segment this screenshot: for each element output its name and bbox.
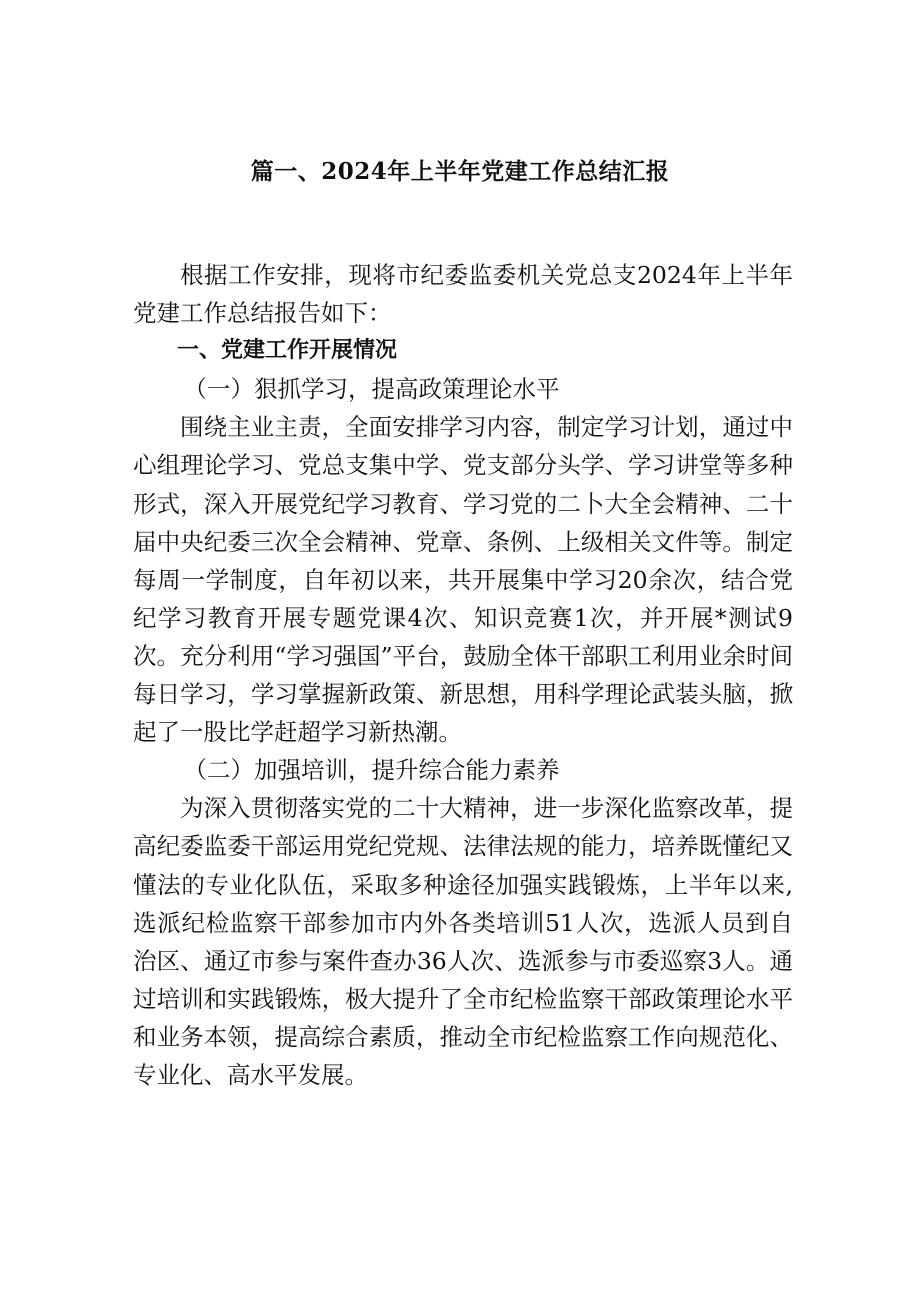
subsection-heading-2: （二）加强培训，提升综合能力素养 (183, 756, 560, 785)
document-title: 篇一、2024年上半年党建工作总结汇报 (250, 158, 670, 185)
subsection-paragraph-2: 为深入贯彻落实党的二十大精神，进一步深化监察改革，提高纪委监委干部运用党纪党规、法律法规的能力，培养既懂纪又懂法的专业化队伍，采取多种途径加强实践锻炼，上半年以来,选派纪检监察干部参加市内外各类培训51人次，选派人员到自治区、通辽市参与案件查办36人次、选派参与市委巡察3人。通过培训和实践锻炼，极大提升了全市纪检监察干部政策理论水平和业务本领，提高综合素质，推动全市纪检监察工作向规范化、专业化、高水平发展。 (133, 794, 793, 1089)
intro-paragraph: 根据工作安排，现将市纪委监委机关党总支2024年上半年党建工作总结报告如下： (133, 261, 793, 328)
document-body (133, 256, 793, 1094)
subsection-heading-1: （一）狠抓学习，提高政策理论水平 (183, 375, 560, 404)
section-heading-1: 一、党建工作开展情况 (177, 338, 398, 364)
subsection-paragraph-1: 围绕主业主责，全面安排学习内容，制定学习计划，通过中心组理论学习、党总支集中学、党支部分头学、学习讲堂等多种形式，深入开展党纪学习教育、学习党的二卜大全会精神、二十届中央纪委三次全会精神、党章、条例、上级相关文件等。制定每周一学制度，自年初以来，共开展集中学习20余次，结合党纪学习教育开展专题党课4次、知识竞赛1次，并开展*测试9次。充分利用“学习强国”平台，鼓励全体干部职工利用业余时间每日学习，学习掌握新政策、新思想，用科学理论武装头脑，掀起了一股比学赶超学习新热潮。 (133, 413, 793, 747)
